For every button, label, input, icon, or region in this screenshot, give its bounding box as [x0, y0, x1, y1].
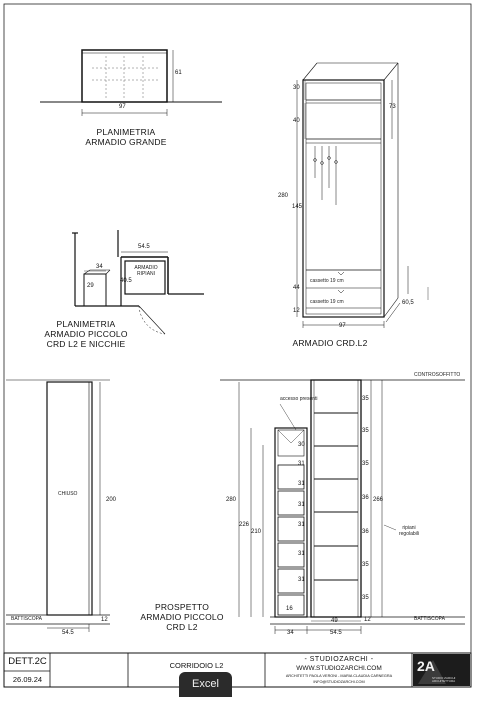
title-block-studio: - STUDIOZARCHI - — [304, 656, 374, 663]
title-planimetria-grande: PLANIMETRIA ARMADIO GRANDE — [85, 127, 167, 147]
label-chiuso: CHIUSO — [58, 491, 78, 497]
logo-caption: STUDIO ZARCHI ARCHITETTURA — [432, 676, 456, 684]
dim-niche-2: 31 — [298, 481, 305, 487]
dim-prosp-49: 49 — [331, 618, 338, 624]
label-controsoffitto: CONTROSOFFITTO — [414, 372, 461, 378]
label-accesso: accesso presenti — [280, 396, 318, 402]
dim-prosp-34: 34 — [287, 630, 294, 636]
dim-shelf-2: 35 — [362, 428, 369, 434]
dim-crd-44: 44 — [293, 285, 300, 291]
dim-crd-97: 97 — [339, 323, 346, 329]
dim-niche-6: 31 — [298, 577, 305, 583]
dim-niche-1: 31 — [298, 461, 305, 467]
label-battiscopa-left: BATTISCOPA — [11, 616, 42, 622]
elevation-left — [6, 380, 110, 632]
dim-prosp-54-5: 54.5 — [330, 630, 342, 636]
dim-piccolo-29: 29 — [87, 283, 94, 289]
title-prospetto-piccolo: PROSPETTO ARMADIO PICCOLO CRD L2 — [140, 602, 224, 632]
dim-shelf-3: 35 — [362, 461, 369, 467]
dim-niche-3: 31 — [298, 502, 305, 508]
title-block-website: WWW.STUDIOZARCHI.COM — [296, 665, 382, 672]
dim-niche-5: 31 — [298, 551, 305, 557]
label-ripiani-regolabili: ripiani regolabili — [398, 525, 419, 537]
title-planimetria-piccolo: PLANIMETRIA ARMADIO PICCOLO CRD L2 E NICCHIE — [44, 319, 128, 349]
dim-crd-280: 280 — [278, 193, 289, 199]
elevation-small-wardrobe — [220, 380, 465, 634]
dim-shelf-5: 36 — [362, 529, 369, 535]
taskbar-excel-button[interactable]: Excel — [179, 672, 232, 697]
dim-shelf-1: 35 — [362, 396, 369, 402]
title-block-email: INFO@STUDIOZARCHI.COM — [313, 680, 365, 684]
title-block-dett: DETT.2C — [8, 656, 47, 667]
wardrobe-crd-isometric — [297, 63, 428, 328]
dim-shelf-7: 35 — [362, 595, 369, 601]
dim-crd-40: 40 — [293, 118, 300, 124]
logo-letters: 2A — [417, 658, 435, 674]
dim-crd-73: 73 — [389, 104, 396, 110]
dim-piccolo-34: 34 — [96, 264, 103, 270]
dim-crd-30: 30 — [293, 85, 300, 91]
dim-prosp-12: 12 — [364, 617, 371, 623]
title-armadio-crd: ARMADIO CRD.L2 — [292, 338, 368, 348]
dim-prosp-280: 280 — [226, 497, 237, 503]
label-cassetto-bottom: cassetto 19 cm — [310, 299, 344, 305]
title-block-date: 26.09.24 — [12, 675, 43, 684]
dim-grande-width: 97 — [119, 104, 126, 110]
label-cassetto-top: cassetto 19 cm — [310, 278, 344, 284]
dim-crd-145: 145 — [292, 204, 303, 210]
dim-grande-depth: 61 — [175, 70, 182, 76]
dim-shelf-4: 36 — [362, 495, 369, 501]
dim-crd-60-5: 60,5 — [402, 300, 414, 306]
dim-left-200: 200 — [106, 497, 117, 503]
dim-left-54-5: 54.5 — [62, 630, 74, 636]
dim-prosp-226: 226 — [239, 522, 250, 528]
dim-niche-4: 31 — [298, 522, 305, 528]
title-block-architects: ARCHITETTI PAOLA VERONI - MARIA CLAUDIA CARNEGRA — [285, 674, 393, 678]
label-battiscopa-right: BATTISCOPA — [414, 616, 445, 622]
dim-crd-12: 12 — [293, 308, 300, 314]
dim-shelf-6: 35 — [362, 562, 369, 568]
plan-wardrobe-large — [40, 50, 222, 116]
dim-piccolo-54-5: 54.5 — [138, 244, 150, 250]
dim-left-12: 12 — [101, 617, 108, 623]
dim-prosp-30: 30 — [298, 442, 305, 448]
dim-piccolo-40-5: 40.5 — [120, 278, 132, 284]
label-armadio-ripiani: ARMADIO RIPIANI — [134, 265, 158, 277]
dim-prosp-16: 16 — [286, 606, 293, 612]
dim-prosp-210: 210 — [251, 529, 262, 535]
title-block-name: CORRIDOIO L2 — [169, 661, 224, 670]
dim-prosp-266: 266 — [373, 497, 384, 503]
